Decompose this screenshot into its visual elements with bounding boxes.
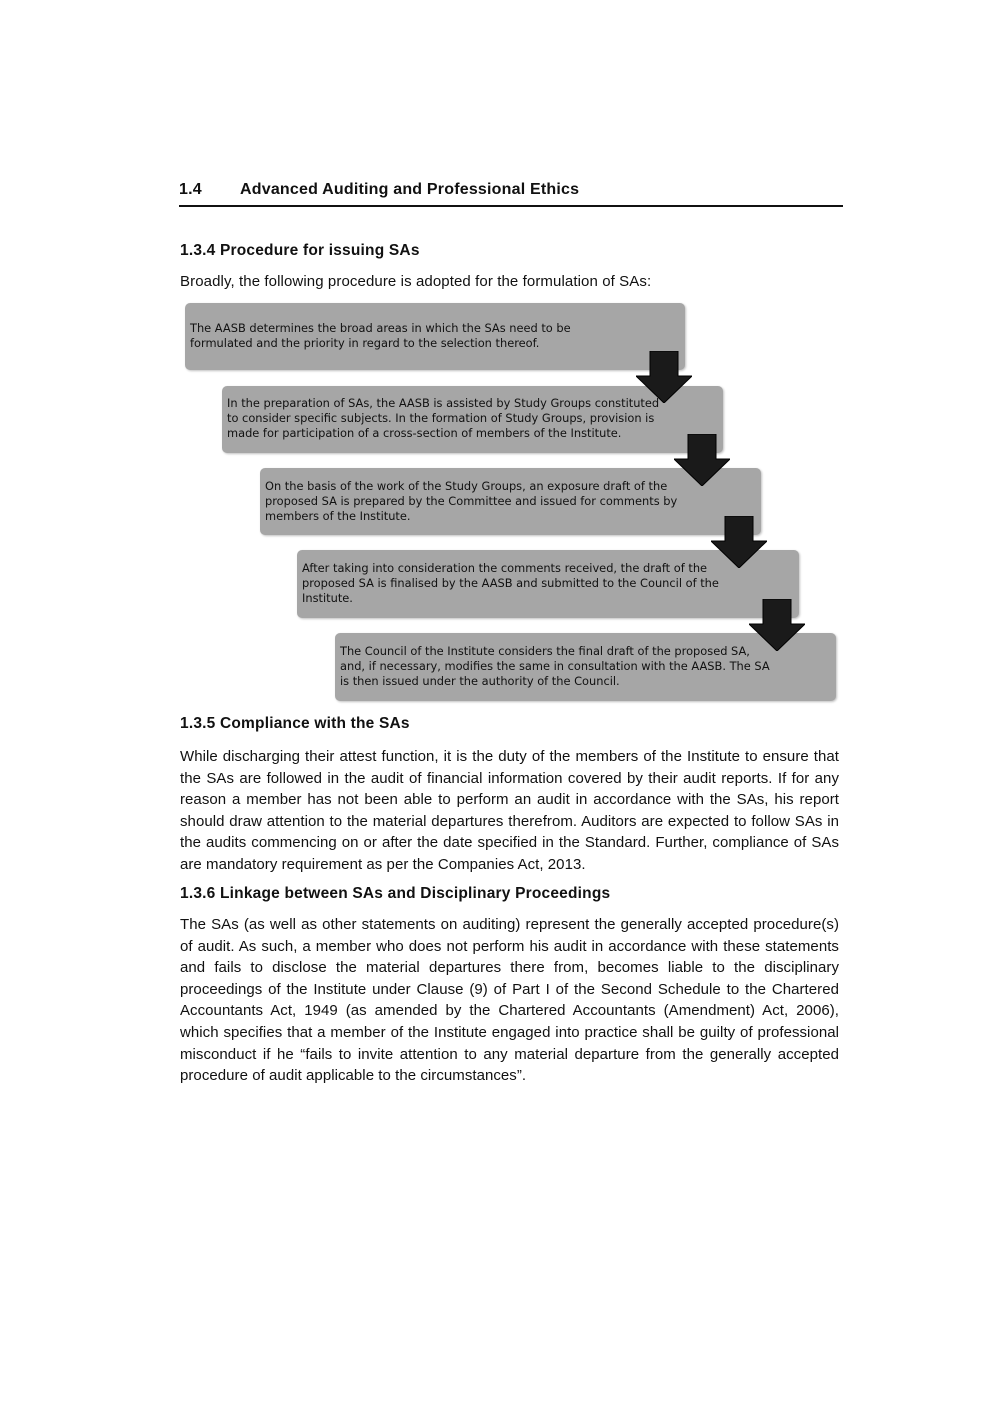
book-title: Advanced Auditing and Professional Ethics (240, 181, 580, 198)
flow-step-line: Institute. (302, 591, 353, 605)
flow-step-line: proposed SA is finalised by the AASB and submitted to the Council of the (302, 576, 719, 590)
linkage-paragraph: The SAs (as well as other statements on auditing) represent the generally accepted procedure(s) of audit. As such, a member who does not perform his audit in accordance with these statements and fails to disclose the material departures there from, becomes liable to the disciplinary proceedings of the Institute under Clause (9) of Part I of the Second Schedule to the Chartered Accountants Act, 1949 (as amended by the Chartered Accountants (Amendment) Act, 2006), which specifies that a member of the Institute engaged into practice shall be guilty of professional misconduct if he “fails to invite attention to any material departure from the generally accepted procedure of audit applicable to the circumstances”. (180, 916, 839, 1085)
flow-step-1 (185, 303, 685, 370)
arrow-down-icon (636, 351, 692, 403)
flow-step-line: The Council of the Institute considers the final draft of the proposed SA, (340, 644, 750, 658)
section-heading-1-3-5: 1.3.5 Compliance with the SAs (180, 715, 410, 732)
flow-step-line: to consider specific subjects. In the formation of Study Groups, provision is (227, 411, 655, 425)
flow-step-line: formulated and the priority in regard to the selection thereof. (190, 336, 540, 350)
flow-step-line: is then issued under the authority of the Council. (340, 674, 620, 688)
section-heading-1-3-6: 1.3.6 Linkage between SAs and Disciplinary Proceedings (180, 885, 611, 902)
flow-step-line: members of the Institute. (265, 509, 411, 523)
arrow-down-icon (749, 599, 805, 651)
arrow-down-icon (711, 516, 767, 568)
compliance-paragraph: While discharging their attest function, it is the duty of the members of the Institute to ensure that the SAs are followed in the audit of financial information covered by their audit reports. If for any reason a member has not been able to perform an audit in accordance with the SAs, his report should draw attention to the material departures therefrom. Auditors are expected to follow SAs in the audits commencing on or after the date specified in the Standard. Further, compliance of SAs are mandatory requirement as per the Companies Act, 2013. (180, 748, 839, 873)
flow-step-line: made for participation of a cross-section of members of the Institute. (227, 426, 622, 440)
running-header (179, 181, 843, 207)
flow-step-line: The AASB determines the broad areas in which the SAs need to be (190, 321, 571, 335)
flow-step-line: proposed SA is prepared by the Committee and issued for comments by (265, 494, 678, 508)
arrow-down-icon (674, 434, 730, 486)
flow-step-line: and, if necessary, modifies the same in consultation with the AASB. The SA (340, 659, 770, 673)
section-heading-1-3-4: 1.3.4 Procedure for issuing SAs (180, 242, 420, 259)
flow-step-line: In the preparation of SAs, the AASB is assisted by Study Groups constituted (227, 396, 660, 410)
flow-step-line: After taking into consideration the comments received, the draft of the (302, 561, 708, 575)
flow-step-line: On the basis of the work of the Study Groups, an exposure draft of the (265, 479, 668, 493)
page-number: 1.4 (179, 181, 202, 198)
intro-paragraph: Broadly, the following procedure is adopted for the formulation of SAs: (180, 273, 652, 290)
